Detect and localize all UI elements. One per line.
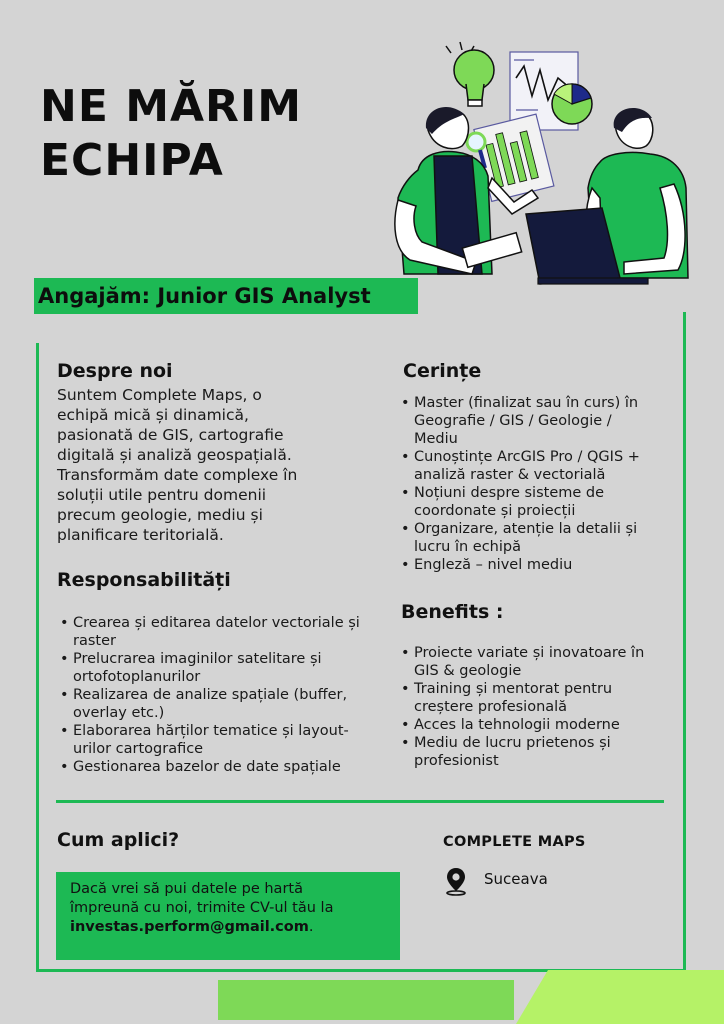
- lightbulb-icon: [446, 42, 494, 106]
- about-section: [57, 359, 357, 545]
- frame-line-right: [683, 312, 686, 972]
- requirements-title: Cerințe: [403, 360, 482, 382]
- list-item: • Training și mentorat pentru creștere profesională: [401, 680, 677, 716]
- apply-text: Dacă vrei să pui datele pe hartă împreună cu noi, trimite CV-ul tău la investas.perform@gmail.com.: [70, 881, 334, 935]
- headline-line-2: ECHIPA: [40, 135, 224, 186]
- section-divider: [56, 800, 664, 803]
- list-item: • Noțiuni despre sisteme de coordonate și proiecții: [401, 484, 677, 520]
- team-illustration: [388, 38, 696, 290]
- list-item: • Cunoștințe ArcGIS Pro / QGIS + analiză raster & vectorială: [401, 448, 677, 484]
- about-text: Suntem Complete Maps, o echipă mică și dinamică, pasionată de GIS, cartografie digitală și analiză geospațială. Transformăm date complexe în soluții utile pentru domenii precum geologie, mediu și planificare teritorială.: [57, 386, 298, 544]
- map-pin-icon: [444, 866, 468, 896]
- list-item: • Prelucrarea imaginilor satelitare și ortofotoplanurilor: [60, 650, 390, 686]
- list-item: • Acces la tehnologii moderne: [401, 716, 677, 734]
- list-item: • Organizare, atenție la detalii și lucru în echipă: [401, 520, 677, 556]
- list-item: • Crearea și editarea datelor vectoriale și raster: [60, 614, 390, 650]
- job-title-banner: Angajăm: Junior GIS Analyst: [34, 278, 418, 314]
- email-link[interactable]: investas.perform@gmail.com: [70, 919, 309, 935]
- list-item: • Elaborarea hărților tematice și layout- urilor cartografice: [60, 722, 390, 758]
- requirements-list: [401, 394, 677, 574]
- list-item: • Mediu de lucru prietenos și profesionist: [401, 734, 677, 770]
- list-item: • Gestionarea bazelor de date spațiale: [60, 758, 390, 776]
- company-location: Suceava: [484, 870, 548, 888]
- page-title: [40, 80, 302, 188]
- list-item: • Master (finalizat sau în curs) în Geografie / GIS / Geologie / Mediu: [401, 394, 677, 448]
- benefits-title: Benefits :: [401, 601, 504, 623]
- company-name: COMPLETE MAPS: [443, 834, 586, 850]
- responsibilities-list: [60, 614, 390, 776]
- benefits-list: [401, 644, 677, 770]
- responsibilities-title: Responsabilități: [57, 569, 231, 591]
- pie-chart-icon: [552, 84, 592, 124]
- apply-box: [56, 872, 400, 960]
- list-item: • Realizarea de analize spațiale (buffer, overlay etc.): [60, 686, 390, 722]
- frame-line-left: [36, 343, 39, 971]
- apply-title: Cum aplici?: [57, 829, 180, 851]
- list-item: • Engleză – nivel mediu: [401, 556, 677, 574]
- about-title: Despre noi: [57, 360, 173, 382]
- headline-line-1: NE MĂRIM: [40, 81, 303, 132]
- decorative-bottom-shapes: [0, 960, 724, 1024]
- list-item: • Proiecte variate și inovatoare în GIS & geologie: [401, 644, 677, 680]
